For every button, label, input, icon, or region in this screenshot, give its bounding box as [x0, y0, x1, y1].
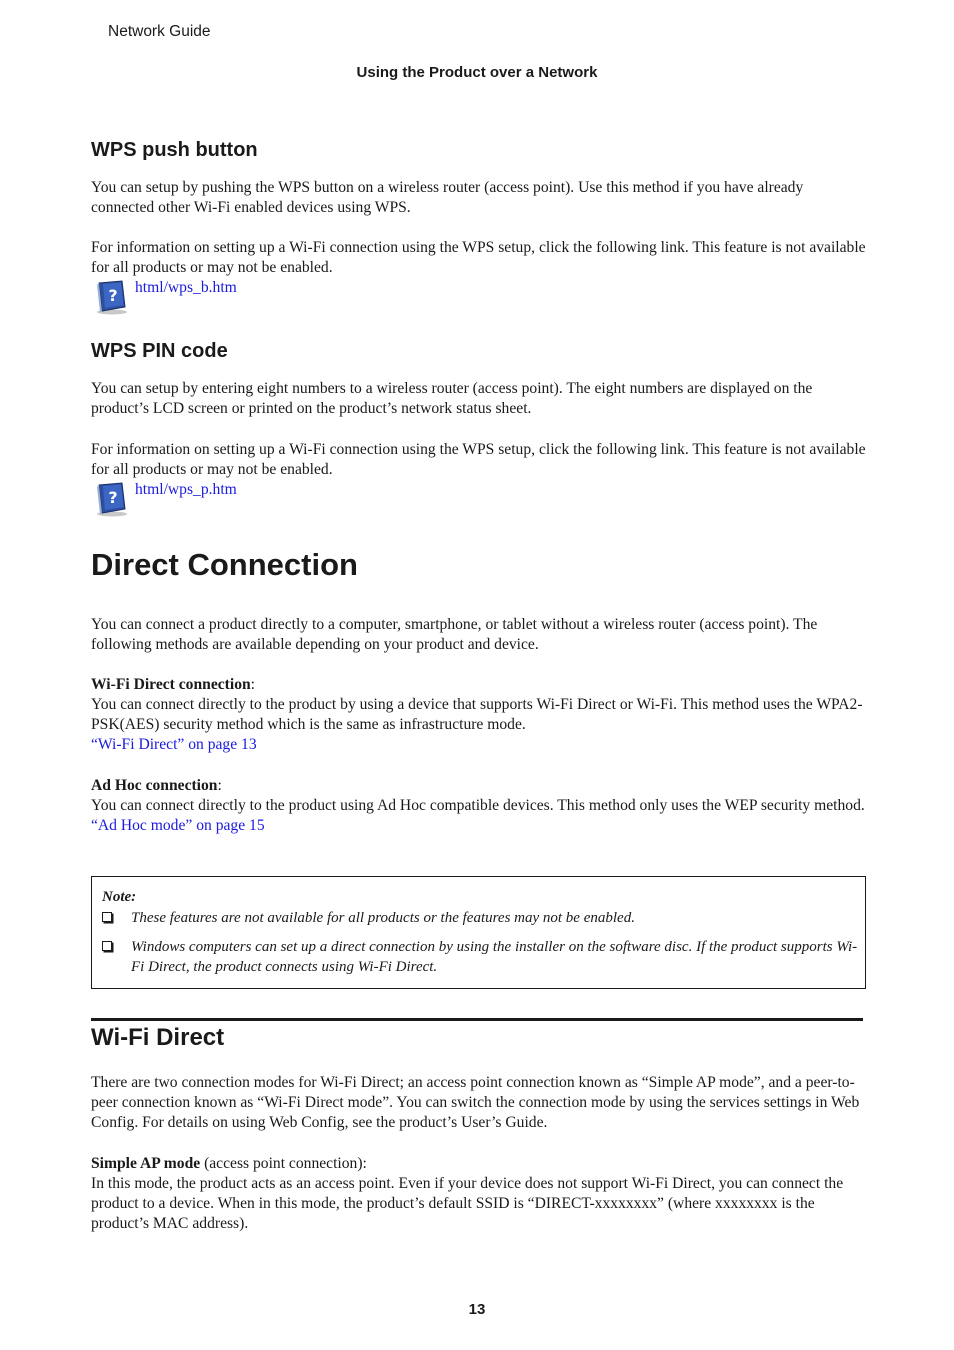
simple-ap-mode-text: In this mode, the product acts as an access point. Even if your device does not support Wi-Fi Direct, you can connect the product to a device. When in this mode, the product’s default SSID is “DIRECT-xxxxxxxx” (where xxxxxxxx is the product’s MAC address). [91, 1175, 844, 1232]
help-book-icon[interactable] [94, 279, 130, 315]
wifi-direct-connection-text: You can connect directly to the product by using a device that supports Wi-Fi Direct or Wi-Fi. This method uses the WPA2-PSK(AES) security method which is the same as infrastructure mode. [91, 696, 863, 733]
note-item-text: These features are not available for all products or the features may not be enabled. [131, 910, 635, 926]
checkbox-bullet-icon [102, 941, 112, 951]
section-divider [91, 1018, 863, 1021]
direct-connection-intro: You can connect a product directly to a computer, smartphone, or tablet without a wireless router (access point). The following methods are available depending on your product and device. [91, 616, 818, 653]
note-item-text: Windows computers can set up a direct connection by using the installer on the software disc. If the product supports Wi-Fi Direct, the product connects using Wi-Fi Direct. [131, 939, 858, 975]
label-colon: : [250, 676, 256, 693]
note-item [102, 908, 862, 928]
simple-ap-mode-label: Simple AP mode [91, 1155, 201, 1172]
wifi-direct-connection-block [91, 675, 866, 755]
adhoc-connection-label: Ad Hoc connection [91, 777, 218, 794]
adhoc-connection-block [91, 776, 866, 836]
wps-pin-link[interactable]: html/wps_p.htm [135, 481, 237, 498]
heading-wifi-direct: Wi-Fi Direct [91, 1024, 225, 1051]
label-colon: : [217, 777, 222, 794]
heading-wps-push-button: WPS push button [91, 139, 258, 161]
wifi-direct-intro: There are two connection modes for Wi-Fi Direct; an access point connection known as “Simple AP mode”, and a peer-to-peer connection known as “Wi-Fi Direct mode”. You can switch the connection mode by using the services settings in Web Config. For details on using Web Config, see the product’s User’s Guide. [91, 1074, 860, 1131]
simple-ap-mode-suffix: (access point connection): [200, 1155, 367, 1172]
svg-text:?: ? [108, 286, 118, 305]
wps-push-paragraph-2: For information on setting up a Wi-Fi connection using the WPS setup, click the following link. This feature is not available for all products or may not be enabled. [91, 239, 866, 276]
section-title: Using the Product over a Network [356, 64, 598, 81]
wps-push-link[interactable]: html/wps_b.htm [135, 279, 237, 296]
help-book-icon[interactable] [94, 481, 130, 517]
note-box [91, 876, 866, 989]
wps-pin-paragraph-1: You can setup by entering eight numbers to a wireless router (access point). The eight numbers are displayed on the product’s LCD screen or printed on the product’s network status sheet. [91, 380, 813, 417]
simple-ap-mode-block [91, 1154, 866, 1234]
page-number: 13 [468, 1301, 486, 1318]
note-item [102, 937, 862, 977]
note-heading: Note: [102, 889, 137, 905]
wps-pin-paragraph-2: For information on setting up a Wi-Fi connection using the WPS setup, click the following link. This feature is not available for all products or may not be enabled. [91, 441, 866, 478]
checkbox-bullet-icon [102, 912, 112, 922]
heading-direct-connection: Direct Connection [91, 547, 358, 582]
wps-push-paragraph-1: You can setup by pushing the WPS button on a wireless router (access point). Use this method if you have already connected other Wi-Fi enabled devices using WPS. [91, 179, 804, 216]
svg-text:?: ? [108, 488, 118, 507]
adhoc-mode-page-link[interactable]: “Ad Hoc mode” on page 15 [91, 817, 265, 834]
wifi-direct-connection-label: Wi-Fi Direct connection [91, 676, 251, 693]
heading-wps-pin-code: WPS PIN code [91, 340, 228, 362]
document-title: Network Guide [108, 23, 211, 40]
wifi-direct-page-link[interactable]: “Wi-Fi Direct” on page 13 [91, 736, 257, 753]
adhoc-connection-text: You can connect directly to the product using Ad Hoc compatible devices. This method only uses the WEP security method. [91, 797, 865, 814]
